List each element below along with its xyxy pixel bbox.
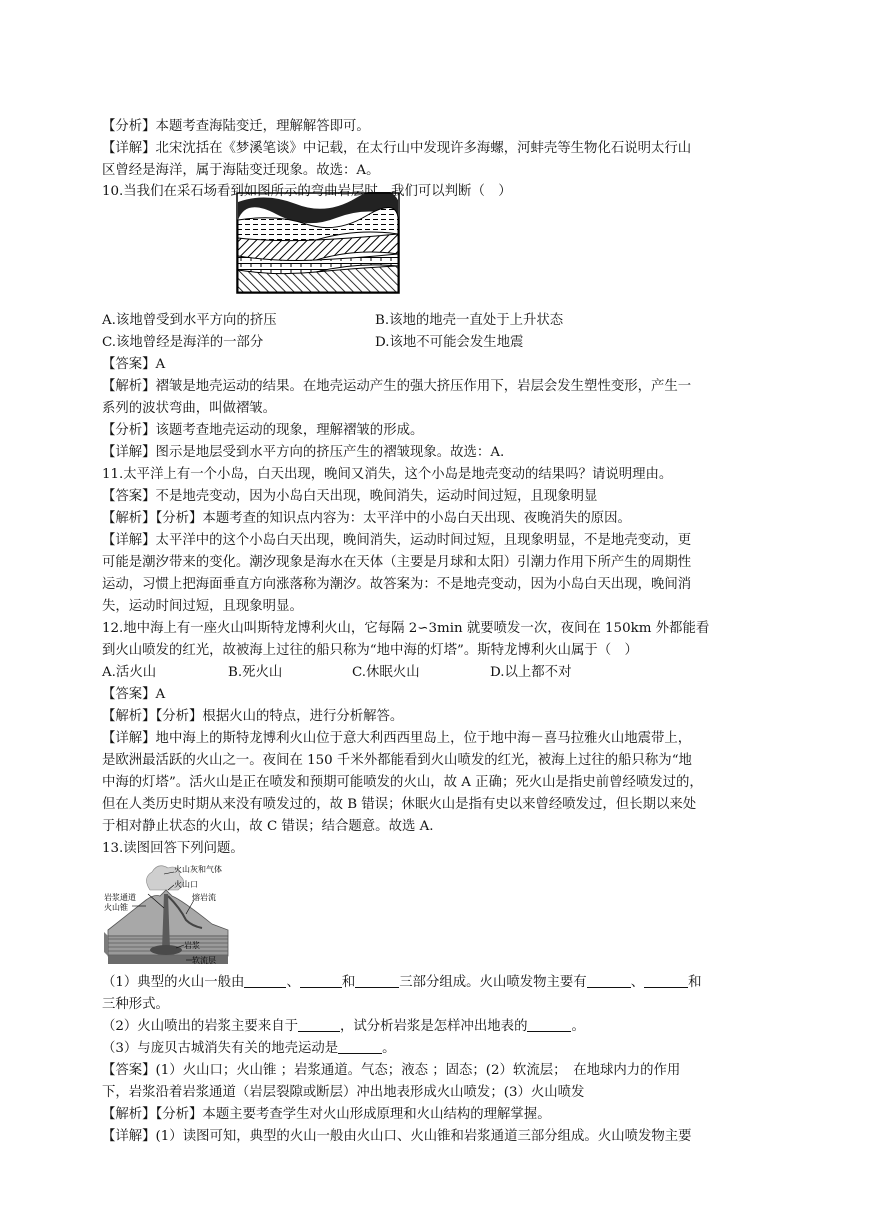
text-line: 【详解】北宋沈括在《梦溪笔谈》中记载，在太行山中发现许多海螺，河蚌壳等生物化石说明太行山 xyxy=(102,141,692,156)
label-magma: 岩浆 xyxy=(184,941,200,950)
question-10: 10.当我们在采石场看到如图所示的弯曲岩层时，我们可以判断（ ） xyxy=(102,184,512,199)
text: 和 xyxy=(688,975,702,990)
option-d: D.以上都不对 xyxy=(490,665,572,680)
text-line: 【解析】褶皱是地壳运动的结果。在地壳运动产生的强大挤压作用下，岩层会发生塑性变形，产生一 xyxy=(102,379,692,394)
blank xyxy=(338,1039,382,1054)
label-lava: 熔岩流 xyxy=(192,893,216,902)
label-ash: 火山灰和气体 xyxy=(174,865,222,874)
answer: 【答案】A xyxy=(102,687,166,702)
label-conduit: 岩浆通道 xyxy=(104,893,136,902)
text-line: 可能是潮汐带来的变化。潮汐现象是海水在天体（主要是月球和太阳）引潮力作用下所产生的周期性 xyxy=(102,555,692,570)
blank xyxy=(527,1017,571,1032)
q13-part2 xyxy=(102,1017,770,1038)
text-line: 【解析】【分析】本题主要考查学生对火山形成原理和火山结构的理解掌握。 xyxy=(102,1107,551,1122)
text-line: 区曾经是海洋，属于海陆变迁现象。故选：A。 xyxy=(102,163,380,178)
text-line: 【详解】图示是地层受到水平方向的挤压产生的褶皱现象。故选：A. xyxy=(102,445,505,460)
q13-part3 xyxy=(102,1039,770,1060)
text-line: 中海的灯塔”。活火山是正在喷发和预期可能喷发的火山，故 A 正确；死火山是指史前曾经喷发过的， xyxy=(102,775,703,790)
text-line: 【详解】太平洋中的这个小岛白天出现，晚间消失，运动时间过短，且现象明显，不是地壳变动，更 xyxy=(102,533,692,548)
text: （1）典型的火山一般由 xyxy=(102,975,245,990)
text: 。 xyxy=(571,1019,585,1034)
text-line: 是欧洲最活跃的火山之一。夜间在 150 千米外都能看到火山喷发的红光，被海上过往的船只称为“地 xyxy=(102,753,692,768)
blank xyxy=(587,973,631,988)
text: 、 xyxy=(630,975,645,990)
fold-strata-figure xyxy=(236,192,400,294)
answer: 【答案】不是地壳变动，因为小岛白天出现，晚间消失，运动时间过短，且现象明显 xyxy=(102,489,598,504)
blank xyxy=(298,1017,340,1032)
text: 和 xyxy=(341,975,356,990)
text: ，试分析岩浆是怎样冲出地表的 xyxy=(340,1019,528,1034)
text-line: 【分析】该题考查地壳运动的现象，理解褶皱的形成。 xyxy=(102,423,424,438)
option-a: A.活火山 xyxy=(102,665,157,680)
blank xyxy=(244,973,286,988)
label-cone: 火山锥 xyxy=(104,903,128,912)
option-b: B.该地的地壳一直处于上升状态 xyxy=(375,313,564,328)
label-crater: 火山口 xyxy=(174,880,198,889)
text-line: 下，岩浆沿着岩浆通道（岩层裂隙或断层）冲出地表形成火山喷发；(3）火山喷发 xyxy=(102,1085,585,1100)
text-line: 三种形式。 xyxy=(102,997,169,1012)
text-line: 系列的波状弯曲，叫做褶皱。 xyxy=(102,401,277,416)
text-line: 运动，习惯上把海面垂直方向涨落称为潮汐。故答案为：不是地壳变动，因为小岛白天出现，晚间消 xyxy=(102,577,692,592)
answer: 【答案】A xyxy=(102,357,166,372)
question-13: 13.读图回答下列问题。 xyxy=(102,841,244,856)
blank xyxy=(355,973,399,988)
text: 、 xyxy=(286,975,300,990)
option-d: D.该地不可能会发生地震 xyxy=(375,335,524,350)
text-line: 失，运动时间过短，且现象明显。 xyxy=(102,599,303,614)
text-line: 但在人类历史时期从来没有喷发过的，故 B 错误；休眠火山是指有史以来曾经喷发过，但长期以来处 xyxy=(102,797,697,812)
label-layer: 软流层 xyxy=(192,956,216,965)
option-b: B.死火山 xyxy=(228,665,283,680)
text-line: 【分析】本题考查海陆变迁，理解解答即可。 xyxy=(102,119,370,134)
text-line: 于相对静止状态的火山，故 C 错误；结合题意。故选 A. xyxy=(102,819,434,834)
text-line: 【解析】【分析】本题考查的知识点内容为：太平洋中的小岛白天出现、夜晚消失的原因。 xyxy=(102,511,631,526)
question-11: 11.太平洋上有一个小岛，白天出现，晚间又消失，这个小岛是地壳变动的结果吗？请说明理由。 xyxy=(102,467,673,482)
question-12: 12.地中海上有一座火山叫斯特龙博利火山，它每隔 2∽3min 就要喷发一次，夜间在 150km 外都能看 xyxy=(102,621,710,636)
text: 。 xyxy=(382,1041,396,1056)
text-line: 【解析】【分析】根据火山的特点，进行分析解答。 xyxy=(102,709,404,724)
question-12-cont: 到火山喷发的红光，故被海上过往的船只称为“地中海的灯塔”。斯特龙博利火山属于（ ） xyxy=(102,643,638,658)
volcano-structure-figure xyxy=(102,860,232,966)
text: （3）与庞贝古城消失有关的地壳运动是 xyxy=(102,1041,339,1056)
option-a: A.该地曾受到水平方向的挤压 xyxy=(102,313,277,328)
option-c: C.休眠火山 xyxy=(352,665,420,680)
text-line: 【详解】地中海上的斯特龙博利火山位于意大利西西里岛上，位于地中海－喜马拉雅火山地震带上， xyxy=(102,731,692,746)
answer: 【答案】(1）火山口；火山锥 ；岩浆通道。气态；液态 ；固态；(2）软流层； 在地球内力的作用 xyxy=(102,1063,681,1078)
blank xyxy=(644,973,688,988)
text: （2）火山喷出的岩浆主要来自于 xyxy=(102,1019,298,1034)
blank xyxy=(300,973,342,988)
text: 三部分组成。火山喷发物主要有 xyxy=(399,975,587,990)
option-c: C.该地曾经是海洋的一部分 xyxy=(102,335,264,350)
text-line: 【详解】(1）读图可知，典型的火山一般由火山口、火山锥和岩浆通道三部分组成。火山喷发物主要 xyxy=(102,1129,692,1144)
q13-part1 xyxy=(102,973,770,994)
